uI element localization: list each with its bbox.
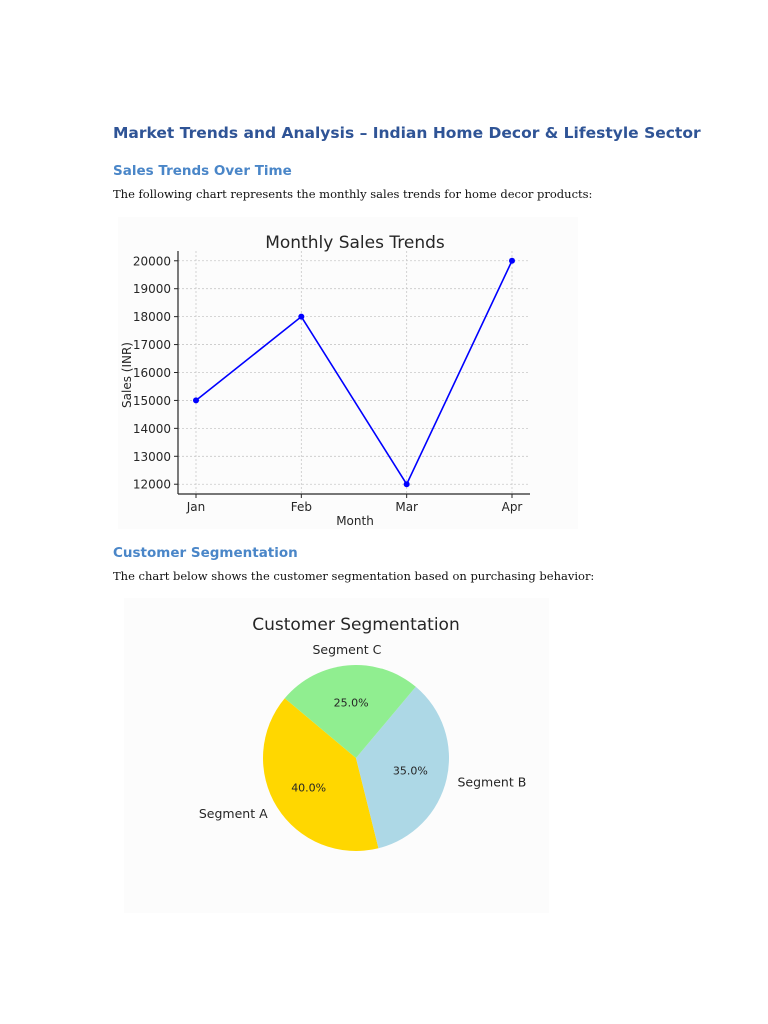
pie-segment-label: Segment A [198, 806, 268, 822]
section-heading-sales-trends: Sales Trends Over Time [113, 163, 292, 179]
line-chart-y-tick-label: 13000 [132, 449, 171, 464]
line-chart-x-tick-label: Feb [290, 500, 312, 514]
pie-percent-label: 35.0% [392, 764, 428, 778]
pie-chart [124, 598, 549, 913]
line-chart-y-tick-label: 18000 [132, 310, 171, 325]
document-title: Market Trends and Analysis – Indian Home Decor & Lifestyle Sector [113, 124, 701, 142]
line-chart-x-tick-label: Apr [501, 500, 523, 514]
line-chart-x-tick-label: Jan [186, 500, 206, 514]
section-text-sales-trends: The following chart represents the monthly sales trends for home decor products: [113, 187, 593, 201]
line-chart-y-tick-label: 20000 [132, 254, 171, 269]
pie-segment-label: Segment C [312, 642, 382, 658]
line-chart-svg [118, 217, 578, 529]
section-text-customer-segmentation: The chart below shows the customer segmentation based on purchasing behavior: [113, 569, 595, 583]
pie-percent-label: 40.0% [291, 781, 327, 795]
line-chart-background [118, 217, 578, 529]
section-heading-customer-segmentation: Customer Segmentation [113, 545, 298, 561]
line-chart [118, 217, 578, 529]
line-chart-point [298, 314, 304, 320]
line-chart-y-axis-label: Sales (INR) [120, 342, 134, 408]
pie-segment-label: Segment B [457, 774, 527, 790]
line-chart-y-tick-label: 14000 [132, 421, 171, 436]
pie-chart-title: Customer Segmentation [252, 615, 460, 635]
line-chart-y-tick-label: 16000 [132, 366, 171, 380]
pie-chart-svg [124, 598, 549, 913]
line-chart-title: Monthly Sales Trends [265, 233, 445, 253]
line-chart-y-tick-label: 15000 [132, 393, 171, 408]
line-chart-y-tick-label: 17000 [132, 338, 171, 353]
line-chart-x-tick-label: Mar [395, 500, 418, 514]
line-chart-point [509, 258, 515, 264]
line-chart-y-tick-label: 12000 [132, 477, 171, 492]
line-chart-point [404, 481, 410, 487]
line-chart-x-axis-label: Month [336, 514, 374, 528]
pie-percent-label: 25.0% [333, 696, 369, 710]
line-chart-point [193, 397, 199, 403]
line-chart-y-tick-label: 19000 [132, 282, 171, 297]
